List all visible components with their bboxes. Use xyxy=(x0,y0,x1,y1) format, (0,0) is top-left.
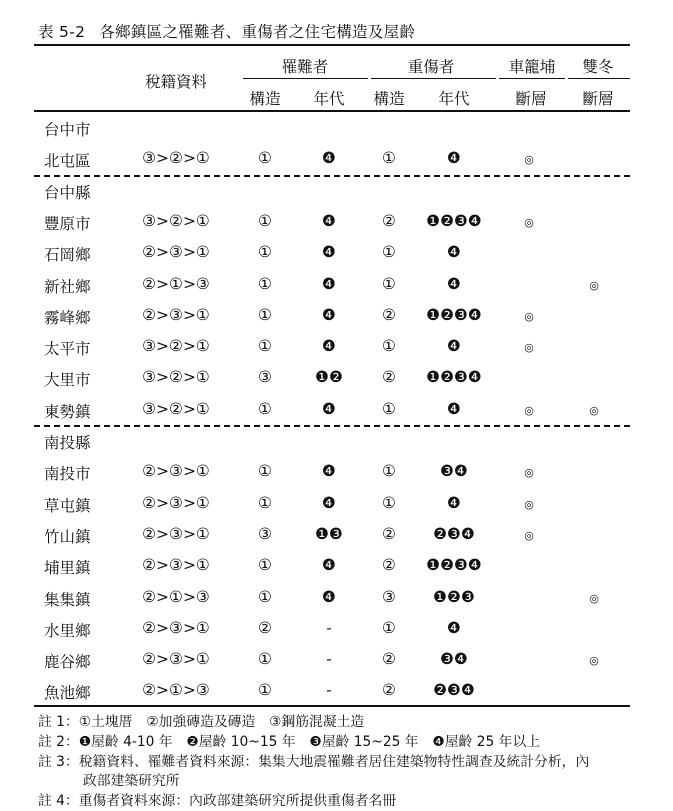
header-injured: 重傷者 xyxy=(407,58,455,76)
cell-tax: ②>①>③ xyxy=(142,274,210,293)
cell-fatal-age: ❹ xyxy=(322,337,336,356)
cell-chelong: ◎ xyxy=(524,497,534,511)
cell-fatal-age: - xyxy=(326,681,332,700)
cell-injured-structure: ② xyxy=(382,556,396,575)
cell-tax: ③>②>① xyxy=(142,399,210,418)
header-chelong-fault: 斷層 xyxy=(515,90,547,108)
cell-fatal-age: ❹ xyxy=(322,211,336,230)
header-fatal-age: 年代 xyxy=(313,90,345,108)
cell-fatal-structure: ① xyxy=(258,650,272,669)
section-label: 台中縣 xyxy=(44,183,91,202)
header-fatal-structure: 構造 xyxy=(249,90,281,108)
cell-injured-age: ❹ xyxy=(447,274,461,293)
cell-shuangdong: ◎ xyxy=(589,591,599,605)
row-label: 鹿谷鄉 xyxy=(44,653,91,672)
cell-tax: ②>①>③ xyxy=(142,587,210,606)
cell-injured-age: ❶❷❸❹ xyxy=(426,305,482,324)
cell-fatal-structure: ① xyxy=(258,493,272,512)
cell-fatal-structure: ② xyxy=(258,618,272,637)
cell-chelong: ◎ xyxy=(524,528,534,542)
cell-fatal-structure: ① xyxy=(258,462,272,481)
cell-fatal-structure: ① xyxy=(258,337,272,356)
cell-injured-age: ❶❷❸❹ xyxy=(426,368,482,387)
note-line: 政部建築研究所 xyxy=(83,773,180,789)
row-label: 集集鎮 xyxy=(44,590,91,609)
row-label: 竹山鎮 xyxy=(44,527,91,546)
bottom-rule xyxy=(34,705,630,707)
cell-fatal-structure: ① xyxy=(258,305,272,324)
header-injured-structure: 構造 xyxy=(373,90,405,108)
section-divider xyxy=(34,425,630,427)
cell-tax: ②>①>③ xyxy=(142,681,210,700)
row-label: 新社鄉 xyxy=(44,277,91,296)
cell-injured-age: ❶❷❸❹ xyxy=(426,211,482,230)
header-shuangdong-underline xyxy=(568,78,630,79)
cell-injured-structure: ① xyxy=(382,618,396,637)
note-line: 註 4：重傷者資料來源：內政部建築研究所提供重傷者名冊 xyxy=(38,793,397,809)
cell-tax: ②>③>① xyxy=(142,650,210,669)
cell-injured-structure: ① xyxy=(382,493,396,512)
cell-fatal-structure: ① xyxy=(258,211,272,230)
row-label: 太平市 xyxy=(44,340,91,359)
cell-injured-age: ❶❷❸❹ xyxy=(426,556,482,575)
cell-fatal-age: ❹ xyxy=(322,243,336,262)
cell-tax: ③>②>① xyxy=(142,211,210,230)
table-title xyxy=(38,20,415,42)
cell-injured-age: ❶❷❸ xyxy=(433,587,475,606)
cell-injured-structure: ① xyxy=(382,274,396,293)
cell-chelong: ◎ xyxy=(524,466,534,480)
cell-injured-structure: ③ xyxy=(382,587,396,606)
cell-injured-age: ❹ xyxy=(447,243,461,262)
cell-tax: ②>③>① xyxy=(142,305,210,324)
cell-chelong: ◎ xyxy=(524,403,534,417)
header-tax: 稅籍資料 xyxy=(144,73,208,91)
cell-fatal-age: ❶❸ xyxy=(315,524,343,543)
header-chelong-underline xyxy=(499,78,565,79)
cell-fatal-structure: ① xyxy=(258,556,272,575)
cell-injured-structure: ② xyxy=(382,681,396,700)
cell-fatal-structure: ① xyxy=(258,399,272,418)
row-label: 草屯鎮 xyxy=(44,496,91,515)
row-label: 豐原市 xyxy=(44,214,91,233)
cell-fatal-age: - xyxy=(326,650,332,669)
cell-injured-structure: ② xyxy=(382,305,396,324)
cell-shuangdong: ◎ xyxy=(589,278,599,292)
cell-fatal-structure: ① xyxy=(258,149,272,168)
table-caption: 各鄉鎮區之罹難者、重傷者之住宅構造及屋齡 xyxy=(99,23,416,41)
cell-injured-structure: ① xyxy=(382,149,396,168)
cell-tax: ②>③>① xyxy=(142,462,210,481)
row-label: 北屯區 xyxy=(44,152,91,171)
header-fatal-underline xyxy=(243,78,368,79)
cell-injured-age: ❹ xyxy=(447,149,461,168)
row-label: 石岡鄉 xyxy=(44,246,91,265)
note-line: 註 3：稅籍資料、罹難者資料來源：集集大地震罹難者居住建築物特性調查及統計分析，內 xyxy=(38,754,590,770)
cell-injured-age: ❹ xyxy=(447,337,461,356)
cell-fatal-age: ❹ xyxy=(322,305,336,324)
cell-injured-structure: ① xyxy=(382,462,396,481)
cell-fatal-age: ❶❷ xyxy=(315,368,343,387)
cell-fatal-structure: ① xyxy=(258,243,272,262)
cell-fatal-age: ❹ xyxy=(322,149,336,168)
note-line: 註 1：①土塊厝 ②加強磚造及磚造 ③鋼筋混凝土造 xyxy=(38,714,365,730)
cell-injured-age: ❸❹ xyxy=(440,462,468,481)
cell-injured-structure: ② xyxy=(382,650,396,669)
cell-injured-age: ❷❸❹ xyxy=(433,681,475,700)
cell-shuangdong: ◎ xyxy=(589,654,599,668)
cell-injured-age: ❹ xyxy=(447,618,461,637)
cell-chelong: ◎ xyxy=(524,309,534,323)
header-shuangdong-fault: 斷層 xyxy=(582,90,614,108)
header-bottom-rule xyxy=(34,110,630,112)
cell-tax: ②>③>① xyxy=(142,524,210,543)
cell-fatal-age: ❹ xyxy=(322,556,336,575)
table-number: 表 5-2 xyxy=(38,23,86,41)
cell-fatal-age: ❹ xyxy=(322,493,336,512)
cell-tax: ③>②>① xyxy=(142,368,210,387)
cell-injured-structure: ① xyxy=(382,337,396,356)
cell-injured-structure: ② xyxy=(382,524,396,543)
cell-injured-structure: ① xyxy=(382,243,396,262)
cell-injured-age: ❷❸❹ xyxy=(433,524,475,543)
row-label: 魚池鄉 xyxy=(44,684,91,703)
row-label: 水里鄉 xyxy=(44,621,91,640)
section-label: 南投縣 xyxy=(44,434,91,452)
cell-chelong: ◎ xyxy=(524,341,534,355)
section-label: 台中市 xyxy=(44,121,91,139)
cell-injured-age: ❸❹ xyxy=(440,650,468,669)
header-injured-age: 年代 xyxy=(438,90,470,108)
cell-injured-age: ❹ xyxy=(447,493,461,512)
cell-fatal-age: ❹ xyxy=(322,587,336,606)
row-label: 南投市 xyxy=(44,465,91,484)
row-label: 大里市 xyxy=(44,371,91,390)
row-label: 霧峰鄉 xyxy=(44,308,91,327)
cell-injured-structure: ② xyxy=(382,368,396,387)
cell-tax: ②>③>① xyxy=(142,556,210,575)
header-injured-underline xyxy=(371,78,496,79)
cell-fatal-structure: ③ xyxy=(258,368,272,387)
cell-tax: ②>③>① xyxy=(142,618,210,637)
cell-fatal-structure: ① xyxy=(258,274,272,293)
cell-tax: ②>③>① xyxy=(142,243,210,262)
section-divider xyxy=(34,175,630,177)
cell-fatal-structure: ① xyxy=(258,681,272,700)
cell-fatal-structure: ① xyxy=(258,587,272,606)
note-line: 註 2：❶屋齡 4-10 年 ❷屋齡 10~15 年 ❸屋齡 15~25 年 ❹屋齡 25 年以上 xyxy=(38,734,541,750)
cell-tax: ③>②>① xyxy=(142,149,210,168)
top-rule xyxy=(34,44,630,46)
cell-tax: ③>②>① xyxy=(142,337,210,356)
cell-chelong: ◎ xyxy=(524,215,534,229)
cell-fatal-structure: ③ xyxy=(258,524,272,543)
row-label: 東勢鎮 xyxy=(44,402,91,421)
cell-fatal-age: ❹ xyxy=(322,399,336,418)
header-chelong: 車籠埔 xyxy=(508,58,556,76)
cell-injured-age: ❹ xyxy=(447,399,461,418)
cell-tax: ②>③>① xyxy=(142,493,210,512)
cell-injured-structure: ① xyxy=(382,399,396,418)
cell-fatal-age: ❹ xyxy=(322,462,336,481)
cell-fatal-age: - xyxy=(326,618,332,637)
cell-shuangdong: ◎ xyxy=(589,403,599,417)
row-label: 埔里鎮 xyxy=(44,559,91,578)
header-shuangdong: 雙冬 xyxy=(582,58,614,76)
cell-chelong: ◎ xyxy=(524,153,534,167)
cell-injured-structure: ② xyxy=(382,211,396,230)
header-fatal: 罹難者 xyxy=(281,58,329,76)
cell-fatal-age: ❹ xyxy=(322,274,336,293)
